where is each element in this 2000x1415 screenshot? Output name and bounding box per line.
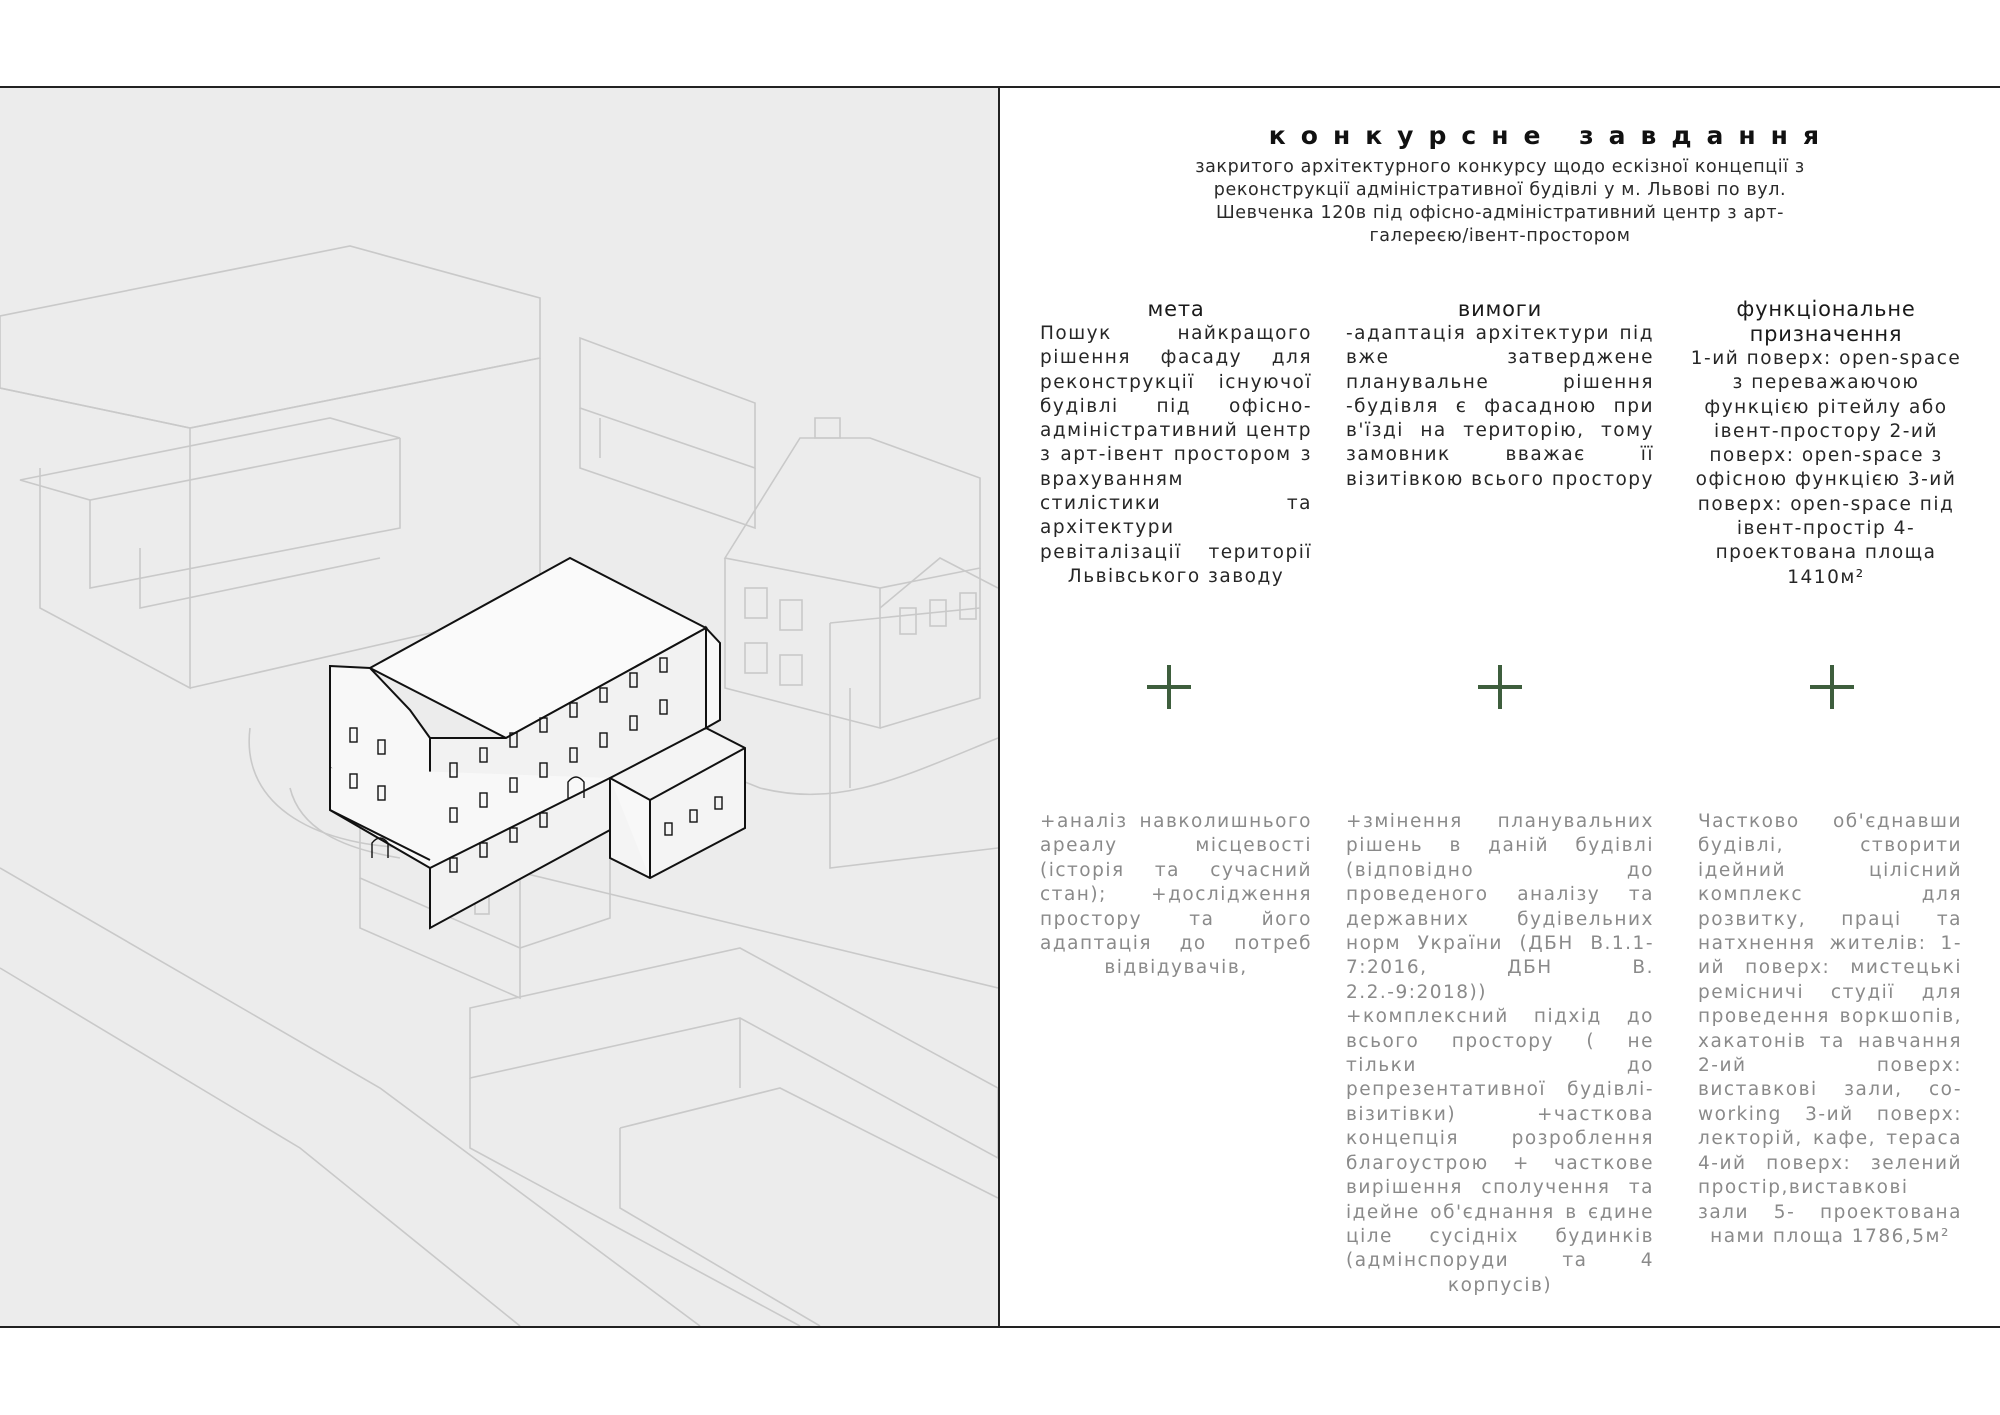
plus-icon	[1810, 665, 1854, 709]
site-axonometric-drawing	[0, 88, 998, 1326]
column-requirements-body: -адаптація архітектури під вже затверджене планувальне рішення -будівля є фасадною при в'їзді на територію, тому замовник вважає її візитівкою всього простору	[1346, 323, 1654, 490]
frame-divider-line	[998, 88, 1000, 1326]
page-subtitle: закритого архітектурного конкурсу щодо ескізної концепції з реконструкції адміністративної будівлі у м. Львові по вул. Шевченка 120в під офісно-адміністративний центр з арт-галереєю/івент-простором	[1195, 157, 1805, 246]
column-requirements-title: вимоги	[1457, 297, 1543, 321]
column-function-body: 1-ий поверх: open-space з переважаючою функцією рітейлу або івент-простору 2-ий поверх: open-space з офісною функцією 3-ий поверх: open-space під івент-простір 4-проектована площа 1410м²	[1690, 348, 1962, 588]
column-goal-body: Пошук найкращого рішення фасаду для реконструкції існуючої будівлі під офісно-адміністративний центр з арт-івент простором з врахуванням стилістики та архітектури ревіталізації території Львівського заводу	[1040, 323, 1312, 587]
page-title: конкурсне завдання	[1268, 121, 1834, 150]
column-goal-title: мета	[1147, 297, 1205, 321]
column-requirements	[1346, 297, 1654, 492]
plus-icon	[1147, 665, 1191, 709]
heading-block	[1180, 118, 1834, 248]
column-function-title: функціональне призначення	[1736, 297, 1916, 346]
frame-bottom-line	[0, 1326, 2000, 1328]
addition-function-body: Частково об'єднавши будівлі, створити ідейний цілісний комплекс для розвитку, праці та натхнення жителів: 1-ий поверх: мистецькі ремісничі студії для проведення воркшопів, хакатонів та навчання 2-ий поверх: виставкові зали, co-working 3-ий поверх: лекторій, кафе, тераса 4-ий поверх: зелений простір,виставкові зали 5- проектована нами площа 1786,5м²	[1698, 811, 1962, 1247]
addition-goal-body: +аналіз навколишнього ареалу місцевості (історія та сучасний стан); +дослідження простору та його адаптація до потреб відвідувачів,	[1040, 811, 1312, 979]
plus-icon	[1478, 665, 1522, 709]
axonometric-drawing-panel	[0, 88, 998, 1326]
column-function	[1690, 297, 1962, 590]
addition-requirements-body: +змінення планувальних рішень в даній будівлі (відповідно до проведеного аналізу та державних будівельних норм України (ДБН В.1.1-7:2016, ДБН В. 2.2.-9:2018)) +комплексний підхід до всього простору ( не тільки до репрезентативної будівлі-візитівки) +часткова концепція розроблення благоустрою + часткове вирішення сполучення та ідейне об'єднання в єдине ціле сусідніх будинків (адмінспоруди та 4 корпусів)	[1346, 811, 1654, 1296]
main-building	[330, 558, 745, 928]
column-goal	[1040, 297, 1312, 589]
